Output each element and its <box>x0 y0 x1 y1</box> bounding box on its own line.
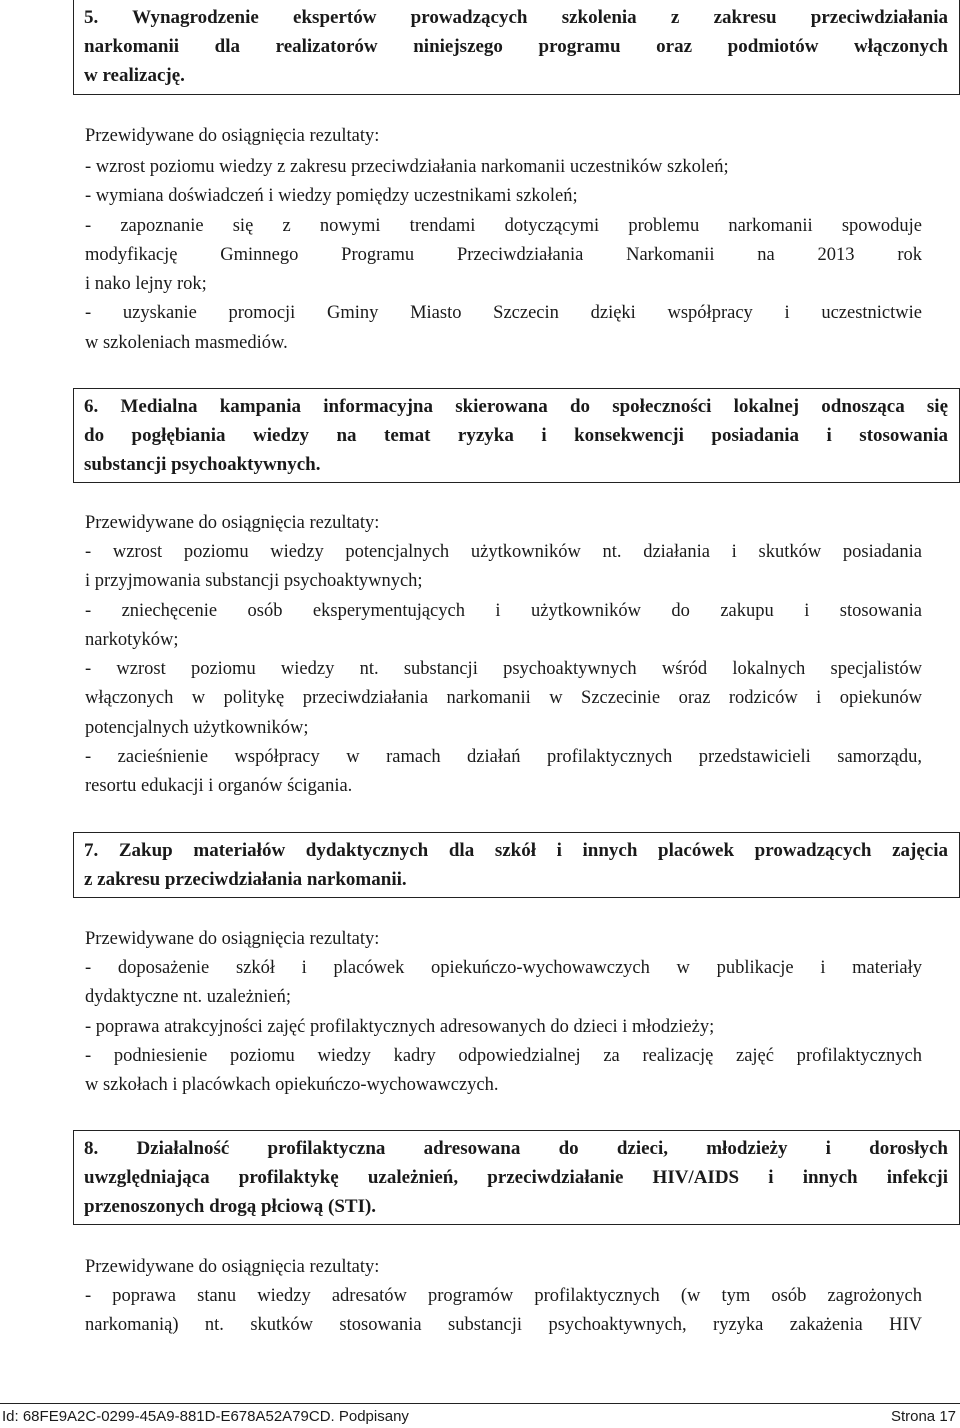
section-7-heading-line: 7. Zakup materiałów dydaktycznych dla szkół i innych placówek prowadzących zajęcia <box>84 840 948 861</box>
section-6-results-label: Przewidywane do osiągnięcia rezultaty: <box>85 513 380 533</box>
result-line: modyfikację Gminnego Programu Przeciwdziałania Narkomanii na 2013 rok <box>85 244 922 265</box>
result-line: narkotyków; <box>85 629 179 650</box>
result-line: - zapoznanie się z nowymi trendami dotyczącymi problemu narkomanii spowoduje <box>85 215 922 236</box>
section-7-results-label: Przewidywane do osiągnięcia rezultaty: <box>85 929 380 949</box>
footer-document-id: Id: 68FE9A2C-0299-45A9-881D-E678A52A79CD. Podpisany <box>2 1408 409 1425</box>
section-8-heading <box>73 1130 960 1225</box>
section-8-heading-line: uwzględniająca profilaktykę uzależnień, przeciwdziałanie HIV/AIDS i innych infekcji <box>84 1167 948 1188</box>
result-line: - uzyskanie promocji Gminy Miasto Szczecin dzięki współpracy i uczestnictwie <box>85 303 922 324</box>
section-7-heading <box>73 832 960 898</box>
section-6-heading-line: substancji psychoaktywnych. <box>84 454 321 475</box>
result-line: i przyjmowania substancji psychoaktywnych; <box>85 571 423 592</box>
section-8-results-label: Przewidywane do osiągnięcia rezultaty: <box>85 1257 380 1277</box>
section-6-results <box>85 538 922 802</box>
section-6-heading-line: 6. Medialna kampania informacyjna skierowana do społeczności lokalnej odnosząca się <box>84 396 948 417</box>
result-line: resortu edukacji i organów ścigania. <box>85 776 353 797</box>
result-line: w szkołach i placówkach opiekuńczo-wychowawczych. <box>85 1075 499 1096</box>
result-line: narkomanią) nt. skutków stosowania substancji psychoaktywnych, ryzyka zakażenia HIV <box>85 1315 922 1336</box>
result-line: - wzrost poziomu wiedzy potencjalnych użytkowników nt. działania i skutków posiadania <box>85 542 922 562</box>
result-line: włączonych w politykę przeciwdziałania narkomanii w Szczecinie oraz rodziców i opiekunów <box>85 688 922 709</box>
footer-page-number: Strona 17 <box>890 1408 956 1425</box>
result-line: - wzrost poziomu wiedzy nt. substancji psychoaktywnych wśród lokalnych specjalistów <box>85 659 922 680</box>
section-5-results <box>85 153 922 358</box>
section-8-results <box>85 1282 922 1341</box>
section-5-heading <box>73 0 960 95</box>
section-7-heading-line: z zakresu przeciwdziałania narkomanii. <box>84 869 407 890</box>
result-line: i nako lejny rok; <box>85 274 207 295</box>
section-5-heading-line: w realizację. <box>84 65 185 86</box>
section-6-heading <box>73 388 960 483</box>
section-6-heading-line: do pogłębiania wiedzy na temat ryzyka i konsekwencji posiadania i stosowania <box>84 425 948 446</box>
footer-divider <box>0 1403 960 1404</box>
result-line: potencjalnych użytkowników; <box>85 717 309 738</box>
result-line: - wymiana doświadczeń i wiedzy pomiędzy uczestnikami szkoleń; <box>85 186 578 207</box>
result-line: - zacieśnienie współpracy w ramach działań profilaktycznych przedstawicieli samorządu, <box>85 747 922 768</box>
result-line: - wzrost poziomu wiedzy z zakresu przeciwdziałania narkomanii uczestników szkoleń; <box>85 157 729 177</box>
result-line: - poprawa atrakcyjności zajęć profilaktycznych adresowanych do dzieci i młodzieży; <box>85 1016 715 1037</box>
section-5-results-label: Przewidywane do osiągnięcia rezultaty: <box>85 126 380 146</box>
section-8-heading-line: 8. Działalność profilaktyczna adresowana do dzieci, młodzieży i dorosłych <box>84 1138 948 1159</box>
result-line: - zniechęcenie osób eksperymentujących i użytkowników do zakupu i stosowania <box>85 600 922 621</box>
result-line: - doposażenie szkół i placówek opiekuńczo-wychowawczych w publikacje i materiały <box>85 958 922 978</box>
result-line: - podniesienie poziomu wiedzy kadry odpowiedzialnej za realizację zajęć profilaktycznych <box>85 1045 922 1066</box>
result-line: w szkoleniach masmediów. <box>85 332 288 353</box>
section-7-results <box>85 954 922 1100</box>
result-line: dydaktyczne nt. uzależnień; <box>85 987 291 1008</box>
section-8-heading-line: przenoszonych drogą płciową (STI). <box>84 1196 377 1217</box>
section-5-heading-line: 5. Wynagrodzenie ekspertów prowadzących szkolenia z zakresu przeciwdziałania <box>84 7 948 28</box>
section-5-heading-line: narkomanii dla realizatorów niniejszego programu oraz podmiotów włączonych <box>84 36 948 57</box>
result-line: - poprawa stanu wiedzy adresatów programów profilaktycznych (w tym osób zagrożonych <box>85 1286 922 1306</box>
